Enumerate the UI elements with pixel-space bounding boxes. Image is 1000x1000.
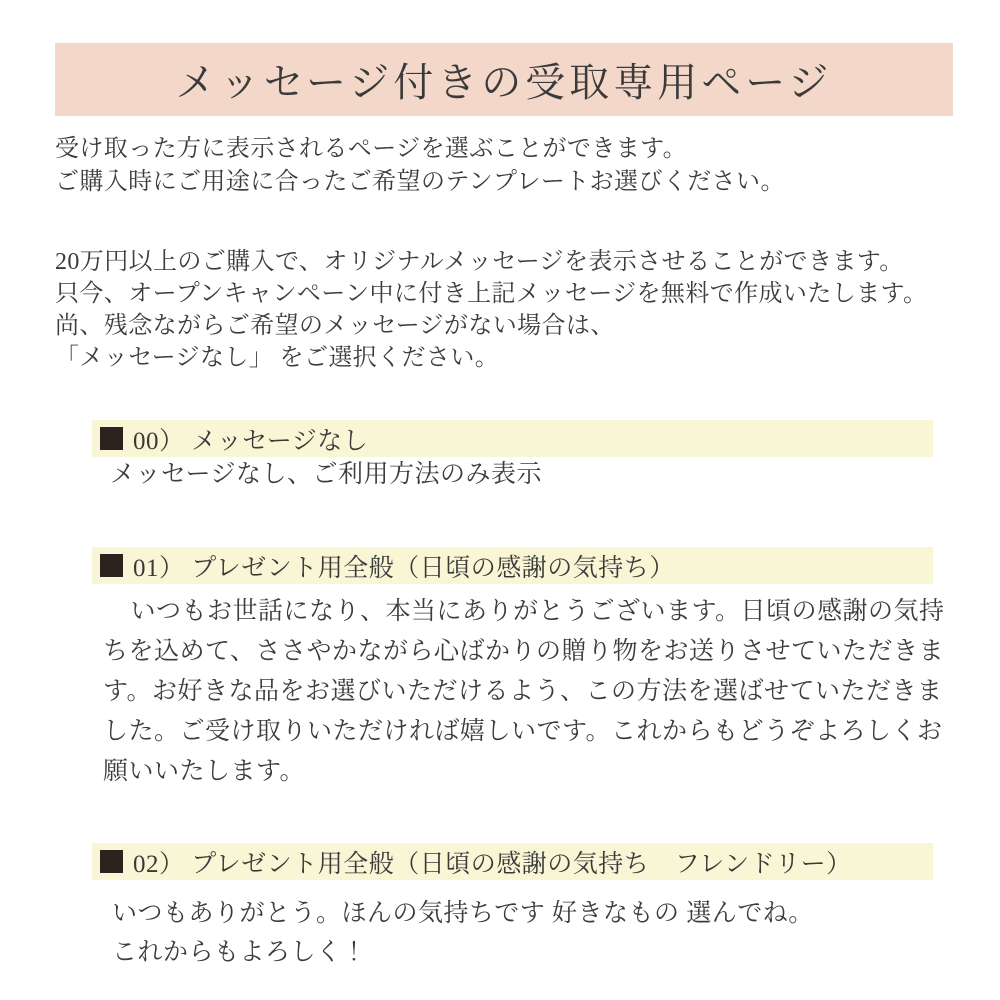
intro-paragraph <box>55 133 785 199</box>
campaign-line-2: 只今、オープンキャンペーン中に付き上記メッセージを無料で作成いたします。 <box>55 281 928 307</box>
section-01-body-line-5: 願いいたします。 <box>103 758 306 785</box>
page-title-band <box>55 43 953 116</box>
section-01-heading: 01） プレゼント用全般（日頃の感謝の気持ち） <box>133 554 675 582</box>
section-02-heading: 02） プレゼント用全般（日頃の感謝の気持ち フレンドリー） <box>133 850 852 878</box>
section-marker-square-icon <box>100 554 123 577</box>
section-01-body-line-1: いつもお世話になり、本当にありがとうございます。日頃の感謝の気持 <box>130 598 945 625</box>
campaign-paragraph <box>55 246 927 374</box>
section-02-body-line-2: これからもよろしく！ <box>112 939 368 966</box>
intro-line-1: 受け取った方に表示されるページを選ぶことができます。 <box>55 136 687 162</box>
campaign-line-1: 20万円以上のご購入で、オリジナルメッセージを表示させることができます。 <box>55 249 904 275</box>
section-marker-square-icon <box>100 850 123 873</box>
campaign-line-3: 尚、残念ながらご希望のメッセージがない場合は、 <box>55 313 615 339</box>
campaign-line-4: 「メッセージなし」 をご選択ください。 <box>55 345 500 371</box>
section-01-body <box>103 592 945 792</box>
section-00-header-band <box>92 420 933 457</box>
section-00-heading: 00） メッセージなし <box>133 427 369 455</box>
page-title: メッセージ付きの受取専用ページ <box>175 60 833 105</box>
section-02-body-line-1: いつもありがとう。ほんの気持ちです 好きなもの 選んでね。 <box>112 900 814 927</box>
section-01-body-line-3: す。お好きな品をお選びいただけるよう、この方法を選ばせていただきま <box>103 678 943 705</box>
section-02-body <box>112 894 814 972</box>
section-01-body-line-2: ちを込めて、ささやかながら心ばかりの贈り物をお送りさせていただきま <box>103 638 945 665</box>
section-00-body-line-1: メッセージなし、ご利用方法のみ表示 <box>110 461 543 488</box>
section-01-header-band <box>92 547 933 584</box>
intro-line-2: ご購入時にご用途に合ったご希望のテンプレートお選びください。 <box>55 169 785 195</box>
section-marker-square-icon <box>100 427 123 450</box>
section-01-body-line-4: した。ご受け取りいただければ嬉しいです。これからもどうぞよろしくお <box>103 718 943 745</box>
section-02-header-band <box>92 843 933 880</box>
section-00-body <box>110 459 542 491</box>
